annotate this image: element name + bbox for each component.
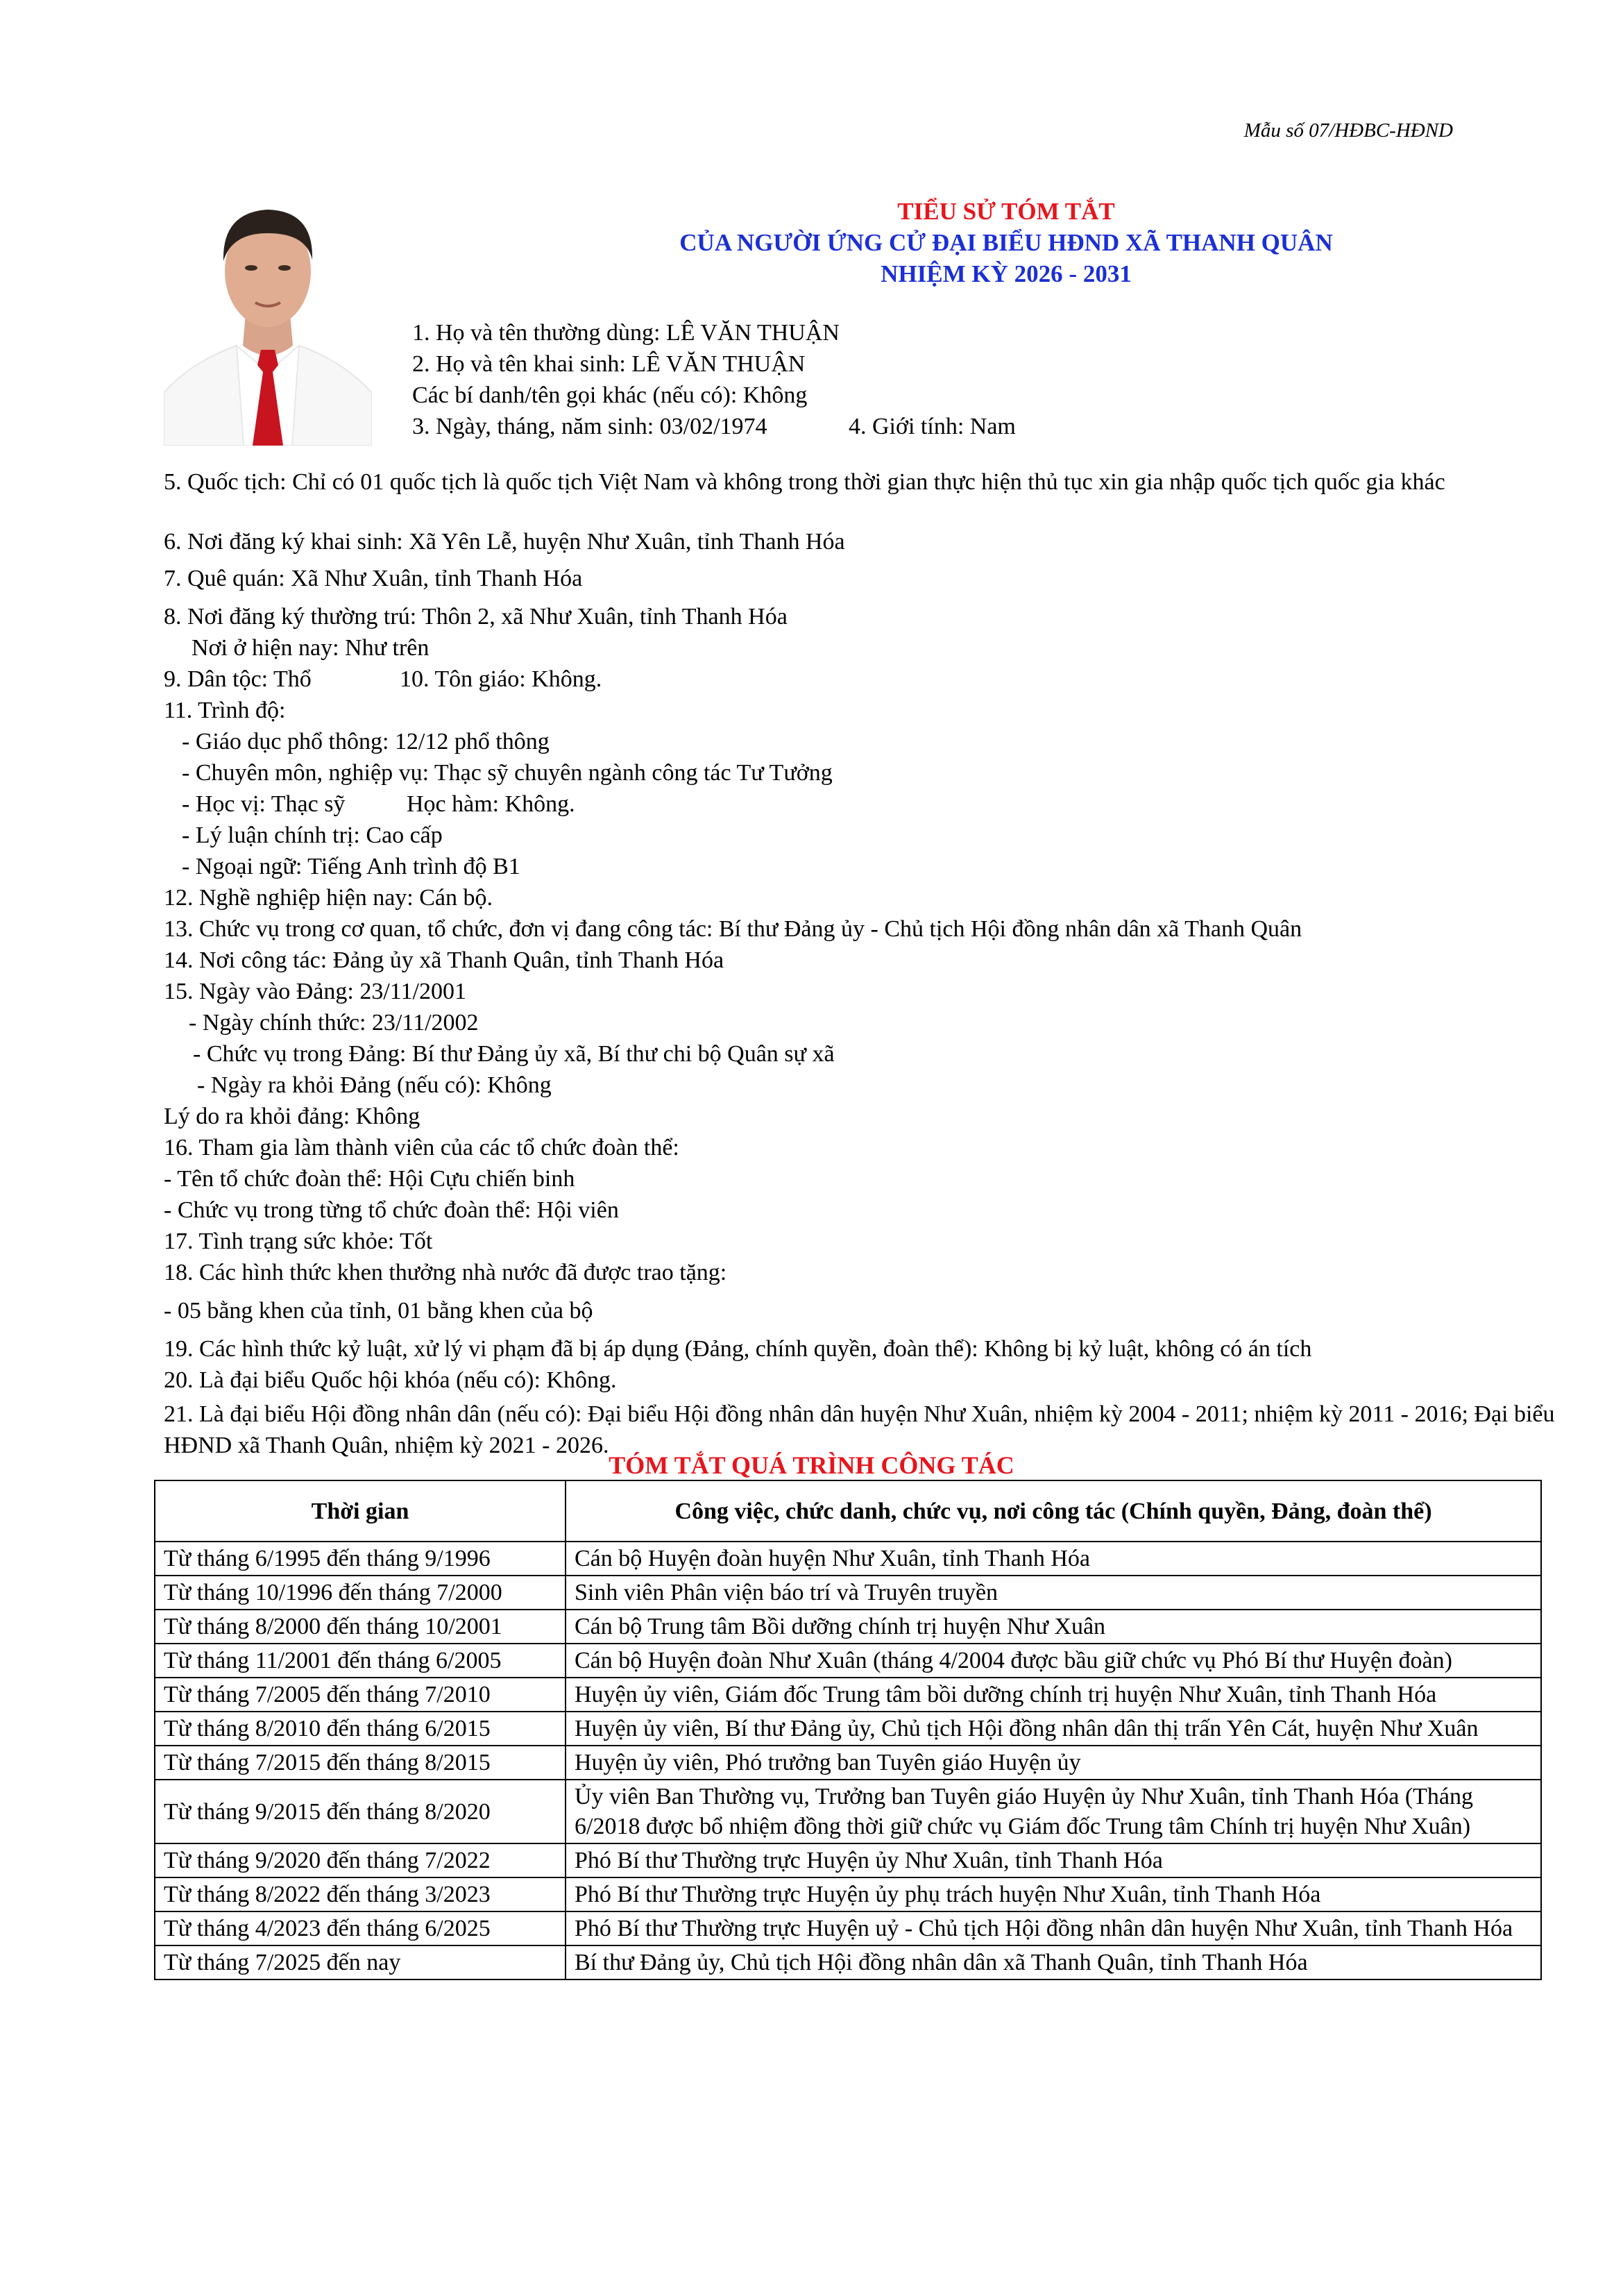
- general-education: - Giáo dục phổ thông: 12/12 phổ thông: [182, 729, 550, 754]
- common-name: 1. Họ và tên thường dùng: LÊ VĂN THUẬN: [412, 320, 840, 346]
- position-cell: Phó Bí thư Thường trực Huyện uỷ - Chủ tịch Hội đồng nhân dân huyện Như Xuân, tỉnh Thanh Hóa: [566, 1911, 1541, 1945]
- table-row: [155, 1843, 1541, 1877]
- position-cell: Huyện ủy viên, Bí thư Đảng ủy, Chủ tịch Hội đồng nhân dân thị trấn Yên Cát, huyện Như Xuân: [566, 1712, 1541, 1746]
- period-cell: Từ tháng 4/2023 đến tháng 6/2025: [155, 1911, 566, 1945]
- health-status: 17. Tình trạng sức khỏe: Tốt: [164, 1229, 433, 1254]
- permanent-residence: 8. Nơi đăng ký thường trú: Thôn 2, xã Như Xuân, tỉnh Thanh Hóa: [164, 604, 788, 630]
- organizations-heading: 16. Tham gia làm thành viên của các tổ chức đoàn thể:: [164, 1135, 679, 1160]
- portrait-illustration: [164, 164, 372, 446]
- education-heading: 11. Trình độ:: [164, 698, 286, 723]
- awards-list: - 05 bằng khen của tỉnh, 01 bằng khen của bộ: [164, 1298, 593, 1324]
- occupation: 12. Nghề nghiệp hiện nay: Cán bộ.: [164, 885, 493, 911]
- period-cell: Từ tháng 10/1996 đến tháng 7/2000: [155, 1576, 566, 1610]
- title-line-3: NHIỆM KỲ 2026 - 2031: [881, 260, 1132, 287]
- aliases: Các bí danh/tên gọi khác (nếu có): Không: [412, 382, 808, 408]
- disciplinary-record: 19. Các hình thức kỷ luật, xử lý vi phạm đã bị áp dụng (Đảng, chính quyền, đoàn thể): Không bị kỷ luật, không có án tích: [164, 1336, 1312, 1362]
- nationality: 5. Quốc tịch: Chỉ có 01 quốc tịch là quốc tịch Việt Nam và không trong thời gian thực hiện thủ tục xin gia nhập quốc tịch quốc gia khác: [164, 469, 1445, 495]
- period-cell: Từ tháng 8/2022 đến tháng 3/2023: [155, 1877, 566, 1911]
- academic-degree: - Học vị: Thạc sỹ: [182, 791, 346, 817]
- table-row: [155, 1576, 1541, 1610]
- period-cell: Từ tháng 7/2025 đến nay: [155, 1945, 566, 1980]
- hometown: 7. Quê quán: Xã Như Xuân, tỉnh Thanh Hóa: [164, 566, 583, 591]
- title-line-1: TIỂU SỬ TÓM TẮT: [897, 198, 1115, 225]
- period-cell: Từ tháng 9/2015 đến tháng 8/2020: [155, 1780, 566, 1843]
- title-line-2: CỦA NGƯỜI ỨNG CỬ ĐẠI BIỂU HĐND XÃ THANH QUÂN: [679, 229, 1333, 256]
- period-cell: Từ tháng 7/2015 đến tháng 8/2015: [155, 1746, 566, 1780]
- council-delegate: 21. Là đại biểu Hội đồng nhân dân (nếu có): Đại biểu Hội đồng nhân dân huyện Như Xuân, nhiệm kỳ 2004 - 2011; nhiệm kỳ 2011 - 2016; Đại biểu HĐND xã Thanh Quân, nhiệm kỳ 2021 - 2026.: [164, 1401, 1555, 1458]
- party-admission-date: 15. Ngày vào Đảng: 23/11/2001: [164, 979, 466, 1004]
- table-row: [155, 1780, 1541, 1843]
- position-cell: Cán bộ Huyện đoàn huyện Như Xuân, tỉnh Thanh Hóa: [566, 1542, 1541, 1576]
- period-cell: Từ tháng 8/2010 đến tháng 6/2015: [155, 1712, 566, 1746]
- column-header-position: Công việc, chức danh, chức vụ, nơi công tác (Chính quyền, Đảng, đoàn thể): [566, 1480, 1541, 1542]
- gender: 4. Giới tính: Nam: [849, 414, 1016, 439]
- current-residence: Nơi ở hiện nay: Như trên: [192, 635, 430, 661]
- foreign-language: - Ngoại ngữ: Tiếng Anh trình độ B1: [182, 854, 520, 879]
- form-code: Mẫu số 07/HĐBC-HĐND: [1243, 119, 1453, 142]
- workplace: 14. Nơi công tác: Đảng ủy xã Thanh Quân, tỉnh Thanh Hóa: [164, 947, 724, 973]
- table-row: [155, 1877, 1541, 1911]
- document-title: [555, 196, 1457, 289]
- awards-heading: 18. Các hình thức khen thưởng nhà nước đã được trao tặng:: [164, 1260, 727, 1285]
- position-cell: Huyện ủy viên, Phó trưởng ban Tuyên giáo Huyện ủy: [566, 1746, 1541, 1780]
- table-row: [155, 1746, 1541, 1780]
- portrait-photo: [164, 164, 372, 446]
- organization-name: - Tên tổ chức đoàn thể: Hội Cựu chiến binh: [164, 1166, 575, 1192]
- political-theory: - Lý luận chính trị: Cao cấp: [182, 822, 443, 848]
- position-cell: Sinh viên Phân viện báo trí và Truyên truyền: [566, 1576, 1541, 1610]
- organization-role: - Chức vụ trong từng tổ chức đoàn thể: Hội viên: [164, 1197, 619, 1223]
- table-row: [155, 1542, 1541, 1576]
- table-row: [155, 1945, 1541, 1980]
- position-cell: Phó Bí thư Thường trực Huyện ủy phụ trách huyện Như Xuân, tỉnh Thanh Hóa: [566, 1877, 1541, 1911]
- academic-title: Học hàm: Không.: [407, 791, 575, 817]
- position-cell: Huyện ủy viên, Giám đốc Trung tâm bồi dưỡng chính trị huyện Như Xuân, tỉnh Thanh Hóa: [566, 1678, 1541, 1712]
- table-row: [155, 1678, 1541, 1712]
- work-history-table: [154, 1480, 1542, 1980]
- specialization: - Chuyên môn, nghiệp vụ: Thạc sỹ chuyên ngành công tác Tư Tưởng: [182, 760, 833, 786]
- party-official-date: - Ngày chính thức: 23/11/2002: [189, 1010, 479, 1036]
- table-row: [155, 1610, 1541, 1644]
- position-cell: Cán bộ Trung tâm Bồi dưỡng chính trị huyện Như Xuân: [566, 1610, 1541, 1644]
- national-assembly-delegate: 20. Là đại biểu Quốc hội khóa (nếu có): Không.: [164, 1367, 617, 1393]
- birth-name: 2. Họ và tên khai sinh: LÊ VĂN THUẬN: [412, 351, 806, 377]
- ethnicity: 9. Dân tộc: Thổ: [164, 666, 312, 692]
- position-cell: Ủy viên Ban Thường vụ, Trưởng ban Tuyên giáo Huyện ủy Như Xuân, tỉnh Thanh Hóa (Tháng 6/2018 được bổ nhiệm đồng thời giữ chức vụ Giám đốc Trung tâm Chính trị huyện Như Xuân): [566, 1780, 1541, 1843]
- period-cell: Từ tháng 11/2001 đến tháng 6/2005: [155, 1644, 566, 1678]
- party-position: - Chức vụ trong Đảng: Bí thư Đảng ủy xã, Bí thư chi bộ Quân sự xã: [193, 1041, 835, 1067]
- table-row: [155, 1712, 1541, 1746]
- table-header-row: [155, 1480, 1541, 1542]
- birth-registration: 6. Nơi đăng ký khai sinh: Xã Yên Lễ, huyện Như Xuân, tỉnh Thanh Hóa: [164, 529, 845, 555]
- religion: 10. Tôn giáo: Không.: [400, 666, 602, 692]
- table-row: [155, 1644, 1541, 1678]
- party-exit-reason: Lý do ra khỏi đảng: Không: [164, 1104, 420, 1129]
- position-cell: Phó Bí thư Thường trực Huyện ủy Như Xuân, tỉnh Thanh Hóa: [566, 1843, 1541, 1877]
- period-cell: Từ tháng 7/2005 đến tháng 7/2010: [155, 1678, 566, 1712]
- position-cell: Cán bộ Huyện đoàn Như Xuân (tháng 4/2004 được bầu giữ chức vụ Phó Bí thư Huyện đoàn): [566, 1644, 1541, 1678]
- current-position: 13. Chức vụ trong cơ quan, tổ chức, đơn vị đang công tác: Bí thư Đảng ủy - Chủ tịch Hội đồng nhân dân xã Thanh Quân: [164, 916, 1302, 942]
- party-exit-date: - Ngày ra khỏi Đảng (nếu có): Không: [197, 1072, 552, 1098]
- position-cell: Bí thư Đảng ủy, Chủ tịch Hội đồng nhân dân xã Thanh Quân, tỉnh Thanh Hóa: [566, 1945, 1541, 1980]
- period-cell: Từ tháng 6/1995 đến tháng 9/1996: [155, 1542, 566, 1576]
- period-cell: Từ tháng 8/2000 đến tháng 10/2001: [155, 1610, 566, 1644]
- work-history-title: TÓM TẮT QUÁ TRÌNH CÔNG TÁC: [609, 1451, 1014, 1479]
- period-cell: Từ tháng 9/2020 đến tháng 7/2022: [155, 1843, 566, 1877]
- column-header-period: Thời gian: [155, 1480, 566, 1542]
- date-of-birth: 3. Ngày, tháng, năm sinh: 03/02/1974: [412, 414, 767, 439]
- table-row: [155, 1911, 1541, 1945]
